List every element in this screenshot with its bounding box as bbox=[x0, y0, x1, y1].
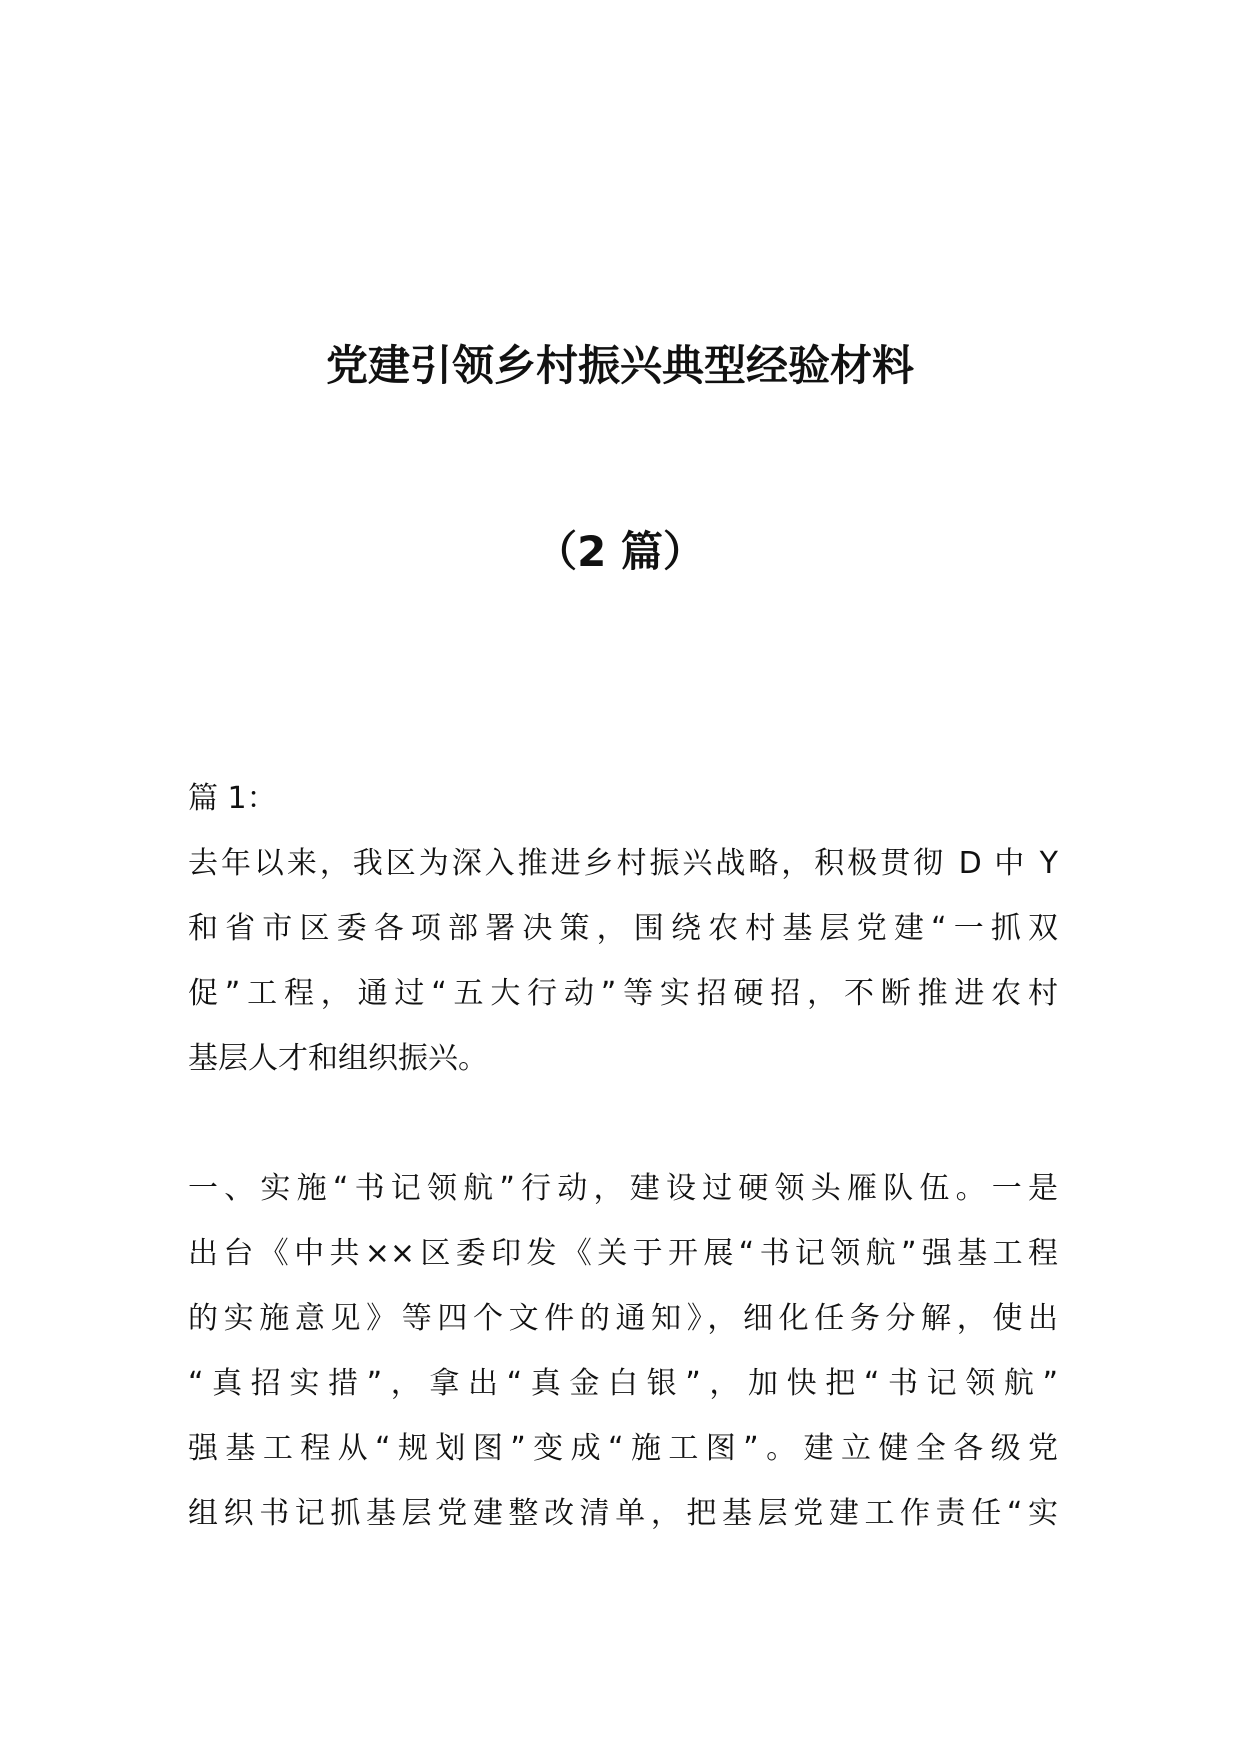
text-line: “真招实措”，拿出“真金白银”，加快把“书记领航” bbox=[188, 1366, 1058, 1401]
text-line: 篇 1： bbox=[188, 781, 277, 816]
document-subtitle: （2 篇） bbox=[535, 527, 705, 576]
text-line: 组织书记抓基层党建整改清单，把基层党建工作责任“实 bbox=[188, 1496, 1058, 1531]
text-line: 和省市区委各项部署决策，围绕农村基层党建“一抓双 bbox=[188, 911, 1058, 946]
text-line: 一、实施“书记领航”行动，建设过硬领头雁队伍。一是 bbox=[188, 1171, 1058, 1206]
text-line: 基层人才和组织振兴。 bbox=[188, 1041, 488, 1076]
text-line: 促”工程，通过“五大行动”等实招硬招，不断推进农村 bbox=[188, 976, 1058, 1011]
intro-paragraph bbox=[188, 831, 1058, 1091]
text-line: 去年以来，我区为深入推进乡村振兴战略，积极贯彻 D 中 Y bbox=[188, 846, 1058, 881]
text-line: 强基工程从“规划图”变成“施工图”。建立健全各级党 bbox=[188, 1431, 1058, 1466]
section-one-paragraph bbox=[188, 1156, 1058, 1546]
text-line: 的实施意见》等四个文件的通知》，细化任务分解，使出 bbox=[188, 1301, 1058, 1336]
text-line: 出台《中共××区委印发《关于开展“书记领航”强基工程 bbox=[188, 1236, 1058, 1271]
document-title: 党建引领乡村振兴典型经验材料 bbox=[325, 341, 914, 390]
section-label bbox=[188, 766, 1058, 831]
